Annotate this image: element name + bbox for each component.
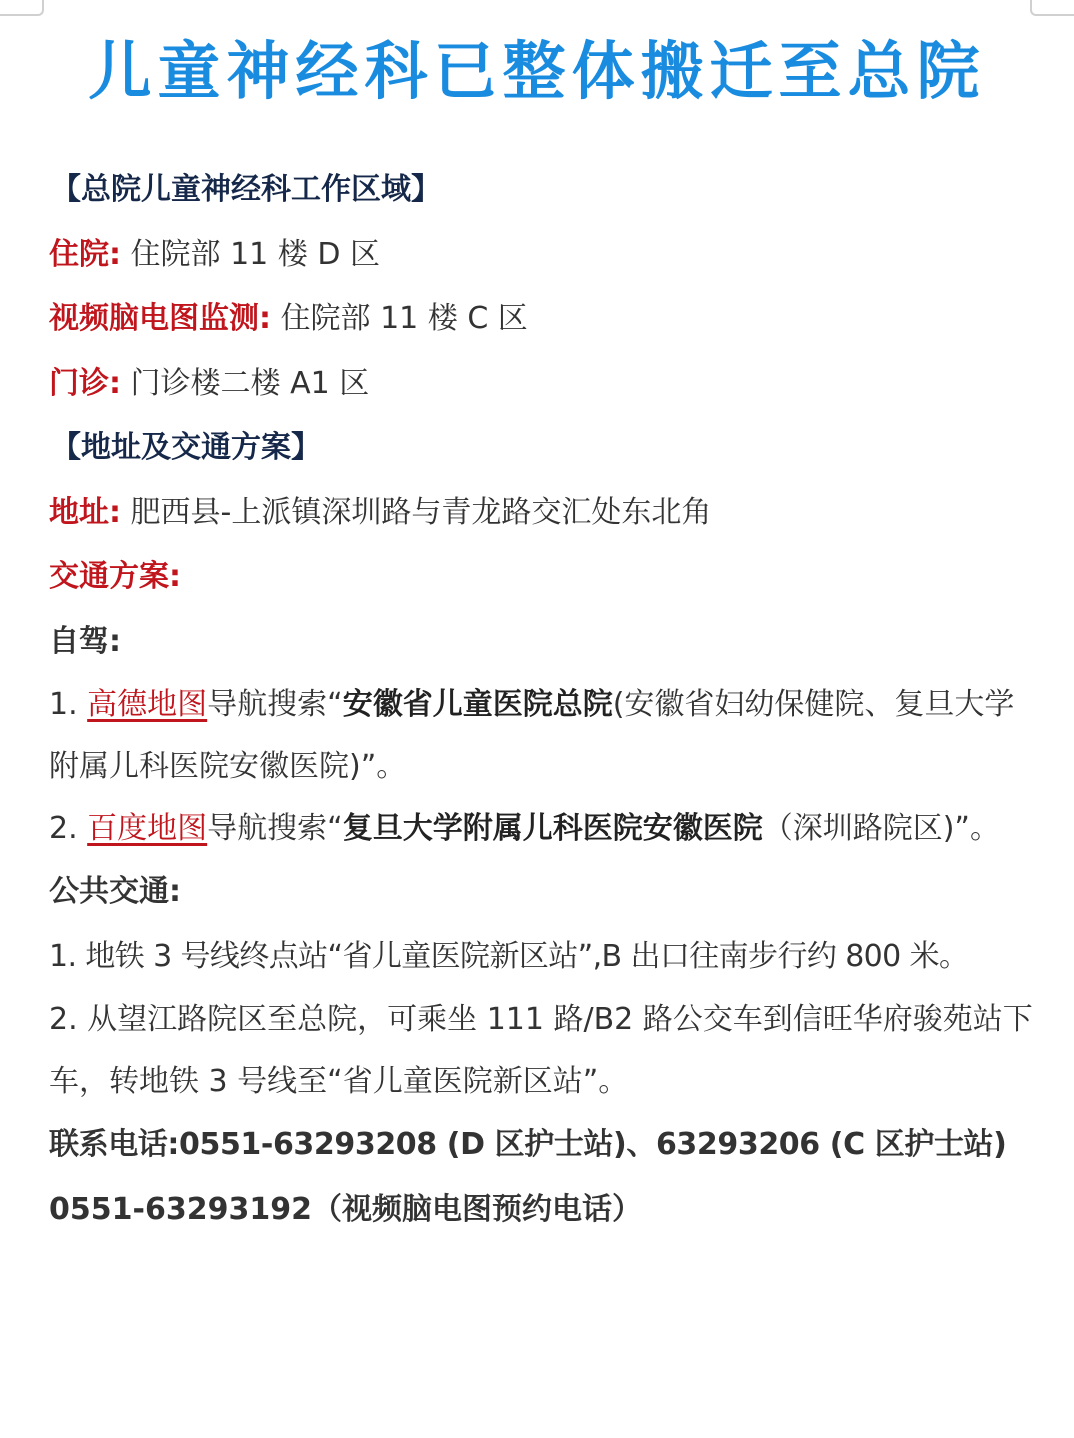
work-area-heading: 【总院儿童神经科工作区域】 <box>51 172 441 207</box>
outpatient-row <box>49 352 1039 417</box>
outpatient-label: 门诊: <box>49 365 121 401</box>
driving-item-2 <box>49 798 1039 860</box>
notice-body <box>49 158 1039 1242</box>
address-heading: 【地址及交通方案】 <box>51 430 321 465</box>
driving-item-1-number: 1. <box>49 687 88 722</box>
driving-item-2-keyword: 复旦大学附属儿科医院安徽医院 <box>342 811 763 846</box>
eeg-label: 视频脑电图监测: <box>49 301 271 336</box>
inpatient-label: 住院: <box>49 236 121 272</box>
public-transport-row <box>49 860 1039 925</box>
corner-mark-right <box>1030 0 1074 16</box>
driving-item-1 <box>49 674 1039 798</box>
driving-row <box>49 610 1039 675</box>
driving-item-2-number: 2. <box>49 811 88 846</box>
driving-item-2-search: 导航搜索“ <box>207 811 343 846</box>
driving-item-1-keyword: 安徽省儿童医院总院 <box>342 687 613 722</box>
address-row <box>49 481 1039 546</box>
inpatient-row <box>49 223 1039 288</box>
public-transport-label: 公共交通: <box>49 874 181 909</box>
address-value: 肥西县-上派镇深圳路与青龙路交汇处东北角 <box>130 494 712 530</box>
driving-item-2-rest: （深圳路院区)”。 <box>762 811 1000 846</box>
outpatient-value: 门诊楼二楼 A1 区 <box>130 365 370 401</box>
page-title: 儿童神经科已整体搬迁至总院 <box>88 35 986 108</box>
address-label: 地址: <box>49 494 121 530</box>
transport-row <box>49 545 1039 610</box>
driving-label: 自驾: <box>49 623 121 659</box>
corner-mark-left <box>0 0 44 16</box>
driving-item-1-rest: (安徽省妇幼保健院、复旦大学附属儿科医院安徽医院)”。 <box>49 687 1015 784</box>
contact-line-2: 0551-63293192（视频脑电图预约电话） <box>49 1191 642 1227</box>
baidu-map-link[interactable]: 百度地图 <box>87 811 208 846</box>
eeg-row <box>49 287 1039 352</box>
eeg-value: 住院部 11 楼 C 区 <box>280 301 528 336</box>
public-transport-item-2: 2. 从望江路院区至总院，可乘坐 111 路/B2 路公交车到信旺华府骏苑站下车，转地铁 3 号线至“省儿童医院新区站”。 <box>49 1002 1033 1099</box>
amap-link[interactable]: 高德地图 <box>87 687 208 722</box>
driving-item-1-search: 导航搜索“ <box>207 687 343 722</box>
public-transport-item-1: 1. 地铁 3 号线终点站“省儿童医院新区站”,B 出口往南步行约 800 米。 <box>49 938 969 974</box>
transport-label: 交通方案: <box>49 559 181 594</box>
contact-line-1: 联系电话:0551-63293208 (D 区护士站)、63293206 (C 区护士站) <box>49 1127 1007 1162</box>
inpatient-value: 住院部 11 楼 D 区 <box>130 236 380 272</box>
